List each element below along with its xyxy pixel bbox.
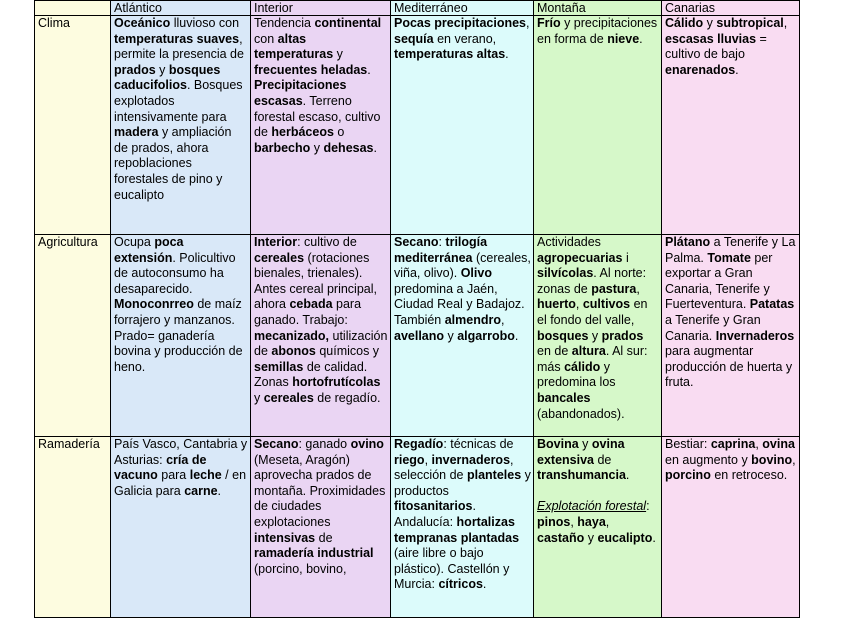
bold-term: castaño [537, 530, 585, 545]
bold-term: temperaturas suaves [114, 31, 240, 46]
header-row [35, 1, 800, 16]
header-montana: Montaña [534, 1, 662, 16]
bold-term: madera [114, 125, 159, 140]
row-ramaderia [35, 437, 800, 618]
bold-term: ovina [762, 437, 795, 451]
bold-term: fitosanitarios [394, 499, 473, 514]
bold-term: semillas [254, 359, 304, 374]
bold-term: Secano [394, 235, 439, 249]
bold-term: Secano [254, 437, 299, 451]
row-label-ramaderia: Ramadería [35, 437, 111, 618]
bold-term: bosques caducifolios [114, 62, 221, 93]
underlined-term: Explotación forestal [537, 499, 647, 514]
bold-term: bosques [537, 328, 589, 343]
bold-term: Olivo [460, 266, 492, 281]
cell-ramaderia-mediterraneo: Regadío: técnicas de riego, invernaderos, selección de planteles y productos fitosanitarios. Andalucía: hortalizas tempranas plantadas (aire libre o bajo plástico). Castellón y Murcia: cítricos. [391, 437, 534, 618]
bold-term: agropecuarias [537, 250, 623, 265]
bold-term: porcino [665, 468, 711, 483]
bold-term: pinos [537, 514, 571, 529]
bold-term: cítricos [438, 577, 483, 592]
bold-term: algarrobo [457, 328, 515, 343]
bold-term: Regadío [394, 437, 444, 451]
bold-term: intensivas [254, 530, 316, 545]
row-label-clima: Clima [35, 16, 111, 235]
header-atlantico: Atlántico [111, 1, 251, 16]
bold-term: nieve [607, 31, 640, 46]
bold-term: avellano [394, 328, 445, 343]
bold-term: Interior [254, 235, 298, 249]
bold-term: eucalipto [597, 530, 653, 545]
bold-term: dehesas [323, 140, 374, 155]
bold-term: continental [314, 16, 382, 30]
bold-term: cereales [254, 250, 305, 265]
bold-term: haya [577, 514, 606, 529]
bold-term: Pocas precipitaciones [394, 16, 527, 30]
bold-term: hortofrutícolas [292, 375, 381, 390]
cell-ramaderia-atlantico: País Vasco, Cantabria y Asturias: cría de vacuno para leche / en Galicia para carne. [111, 437, 251, 618]
bold-term: mecanizado, [254, 328, 330, 343]
cell-agricultura-atlantico: Ocupa poca extensión. Policultivo de autoconsumo ha desaparecido. Monoconrreo de maíz forrajero y manzanos. Prado= ganadería bovina y producción de heno. [111, 235, 251, 437]
comparison-table [34, 0, 800, 618]
bold-term: abonos [271, 344, 316, 359]
cell-clima-atlantico: Oceánico lluvioso con temperaturas suaves, permite la presencia de prados y bosques caducifolios. Bosques explotados intensivamente para madera y ampliación de prados, ahora repoblaciones forestales de pino y eucalipto [111, 16, 251, 235]
bold-term: invernaderos [431, 452, 511, 467]
bold-term: prados [114, 62, 156, 77]
bold-term: cálido [564, 359, 601, 374]
cell-ramaderia-montana: Bovina y ovina extensiva de transhumancia. Explotación forestal: pinos, haya, castaño y eucalipto. [534, 437, 662, 618]
cell-clima-mediterraneo: Pocas precipitaciones, sequía en verano, temperaturas altas. [391, 16, 534, 235]
cell-agricultura-mediterraneo: Secano: trilogía mediterránea (cereales, viña, olivo). Olivo predomina a Jaén, Ciudad Real y Badajoz. También almendro, avellano y algarrobo. [391, 235, 534, 437]
row-clima [35, 16, 800, 235]
cell-ramaderia-canarias: Bestiar: caprina, ovina en augmento y bovino, porcino en retroceso. [662, 437, 800, 618]
bold-term: bancales [537, 390, 591, 405]
bold-term: carne [184, 483, 218, 498]
bold-term: Frío [537, 16, 561, 30]
row-agricultura [35, 235, 800, 437]
bold-term: transhumancia [537, 468, 626, 483]
bold-term: caprina [710, 437, 756, 451]
cell-ramaderia-interior: Secano: ganado ovino (Meseta, Aragón) aprovecha prados de montaña. Proximidades de ciudades explotaciones intensivas de ramadería industrial (porcino, bovino, [251, 437, 391, 618]
bold-term: Oceánico [114, 16, 171, 30]
bold-term: leche [189, 468, 222, 483]
bold-term: Precipitaciones escasas [254, 78, 347, 108]
bold-term: ovina extensiva [537, 437, 625, 467]
header-corner [35, 1, 111, 16]
bold-term: bovino [751, 452, 793, 467]
bold-term: planteles [466, 468, 522, 483]
bold-term: almendro [444, 312, 501, 327]
bold-term: Cálido [665, 16, 704, 30]
bold-term: cereales [263, 390, 314, 405]
bold-term: pastura [591, 281, 637, 296]
bold-term: herbáceos [271, 125, 334, 140]
bold-term: Bovina [537, 437, 579, 451]
row-label-agricultura: Agricultura [35, 235, 111, 437]
bold-term: ovino [350, 437, 384, 451]
bold-term: Invernaderos [715, 328, 795, 343]
bold-term: prados [601, 328, 644, 343]
bold-term: escasas lluvias [665, 31, 757, 46]
bold-term: ramadería industrial [254, 546, 374, 561]
bold-term: hortalizas tempranas plantadas [394, 514, 520, 545]
header-interior: Interior [251, 1, 391, 16]
cell-agricultura-canarias: Plátano a Tenerife y La Palma. Tomate per exportar a Gran Canaria, Tenerife y Fuerteventura. Patatas a Tenerife y Gran Canaria. Invernaderos para augmentar producción de huerta y fruta. [662, 235, 800, 437]
bold-term: riego [394, 452, 425, 467]
bold-term: barbecho [254, 140, 311, 155]
header-mediterraneo: Mediterráneo [391, 1, 534, 16]
bold-term: temperaturas altas [394, 47, 506, 62]
bold-term: silvícolas [537, 266, 594, 281]
cell-clima-montana: Frío y precipitaciones en forma de nieve. [534, 16, 662, 235]
bold-term: Plátano [665, 235, 711, 249]
cell-clima-canarias: Cálido y subtropical, escasas lluvias = cultivo de bajo enarenados. [662, 16, 800, 235]
bold-term: altura [571, 344, 606, 359]
header-canarias: Canarias [662, 1, 800, 16]
bold-term: Patatas [749, 297, 795, 312]
bold-term: altas temperaturas [254, 31, 334, 62]
bold-term: enarenados [665, 62, 736, 77]
bold-term: cultivos [582, 297, 631, 312]
bold-term: cebada [289, 297, 333, 312]
bold-term: frecuentes heladas [254, 62, 368, 77]
bold-term: Tomate [707, 250, 751, 265]
bold-term: cría de vacuno [114, 452, 207, 483]
cell-agricultura-montana: Actividades agropecuarias i silvícolas. Al norte: zonas de pastura, huerto, cultivos en el fondo del valle, bosques y prados en de altura. Al sur: más cálido y predomina los bancales (abandonados). [534, 235, 662, 437]
bold-term: Monoconrreo [114, 297, 194, 312]
bold-term: poca extensión [114, 235, 184, 265]
bold-term: huerto [537, 297, 576, 312]
bold-term: subtropical [716, 16, 784, 30]
cell-agricultura-interior: Interior: cultivo de cereales (rotaciones bienales, trienales). Antes cereal principal, ahora cebada para ganado. Trabajo: mecanizado, utilización de abonos químicos y semillas de calidad. Zonas hortofrutícolas y cereales de regadío. [251, 235, 391, 437]
cell-clima-interior: Tendencia continental con altas temperaturas y frecuentes heladas. Precipitaciones escasas. Terreno forestal escaso, cultivo de herbáceos o barbecho y dehesas. [251, 16, 391, 235]
bold-term: sequía [394, 31, 434, 46]
bold-term: trilogía mediterránea [394, 235, 488, 265]
